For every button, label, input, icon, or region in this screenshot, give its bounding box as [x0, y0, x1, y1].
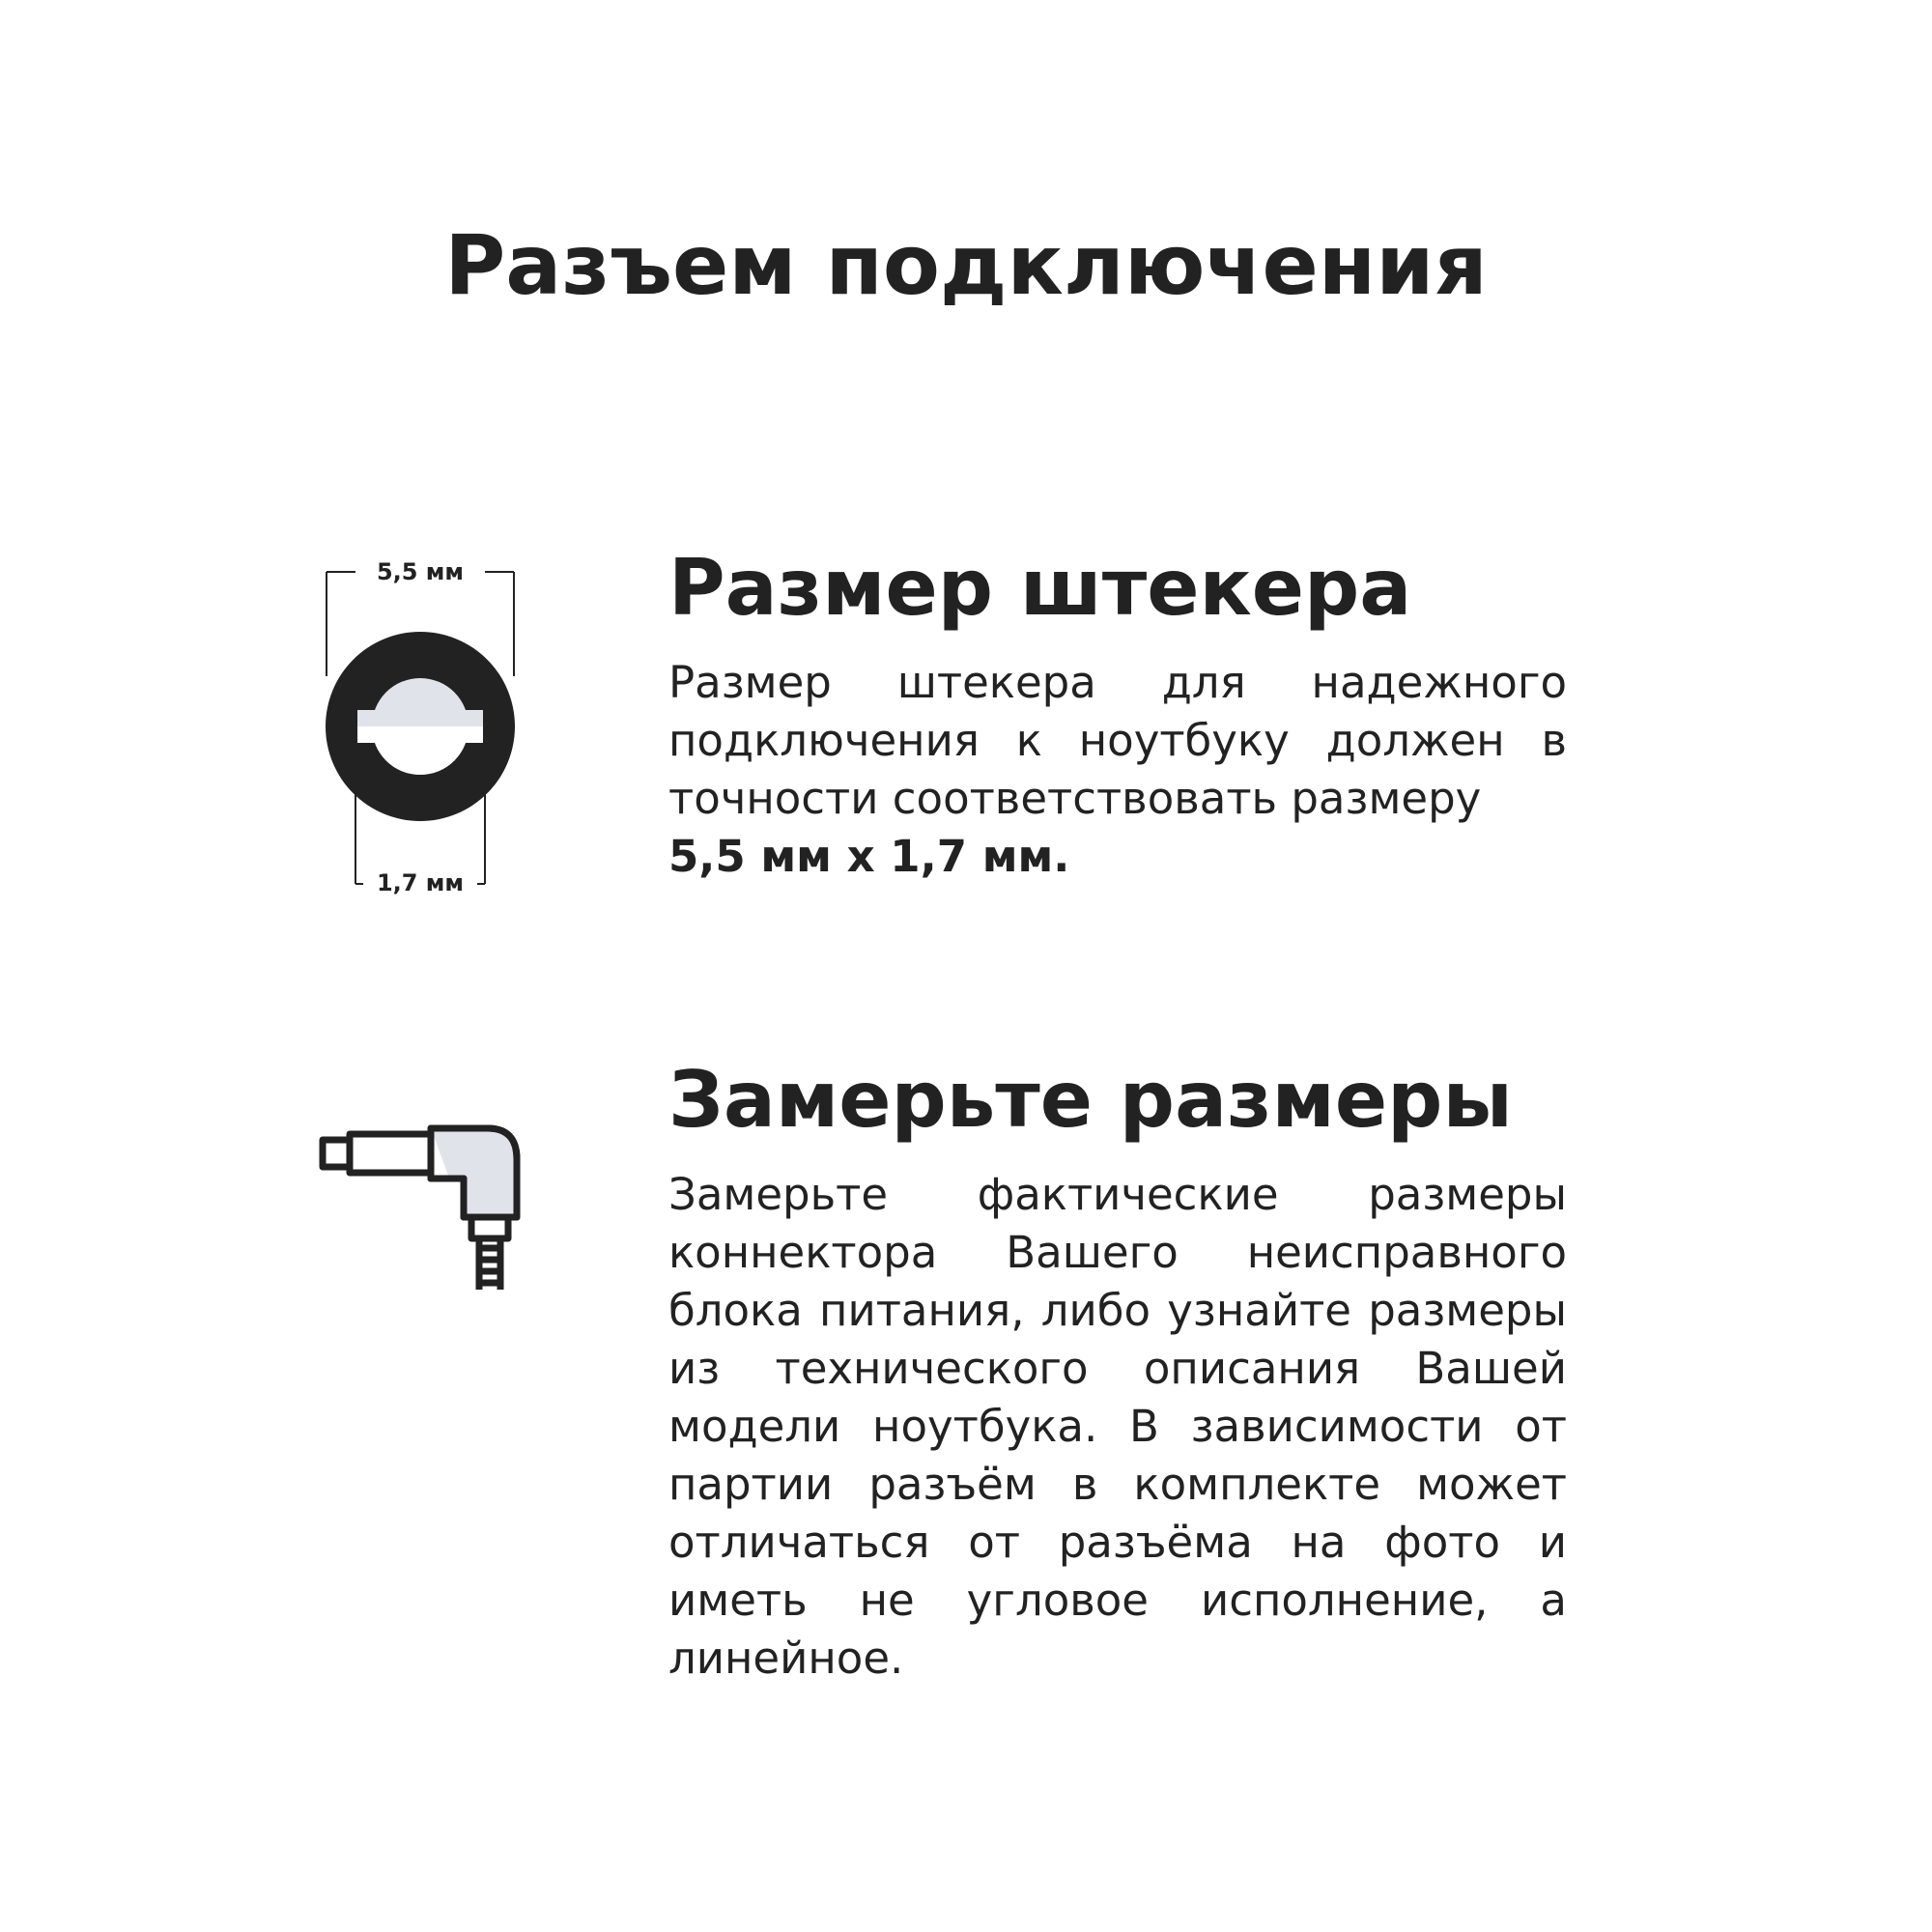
plug-size-description: Размер штекера для надежного подключения к ноутбуку должен в точности соответствовать размеру: [668, 657, 1567, 824]
plug-size-highlight: 5,5 мм х 1,7 мм.: [668, 831, 1070, 882]
page-title: Разъем подключения: [444, 217, 1488, 314]
measure-title: Замерьте размеры: [668, 1055, 1513, 1145]
angled-connector-icon: [309, 1121, 541, 1308]
plug-size-text: [668, 543, 1567, 886]
measure-body: Замерьте фактические размеры коннектора Вашего неисправного блока питания, либо узнайте размеры из технического описания Вашей модели ноутбука. В зависимости от партии разъём в комплекте может отличаться от разъёма на фото и иметь не угловое исполнение, а линейное.: [668, 1169, 1567, 1684]
plug-size-body: [668, 654, 1567, 886]
inner-diameter-label: 1,7 мм: [376, 869, 465, 896]
outer-diameter-label: 5,5 мм: [376, 558, 465, 585]
plug-cross-section-icon: [309, 551, 541, 912]
plug-size-title: Размер штекера: [668, 543, 1412, 633]
measure-text: [668, 1055, 1567, 1688]
